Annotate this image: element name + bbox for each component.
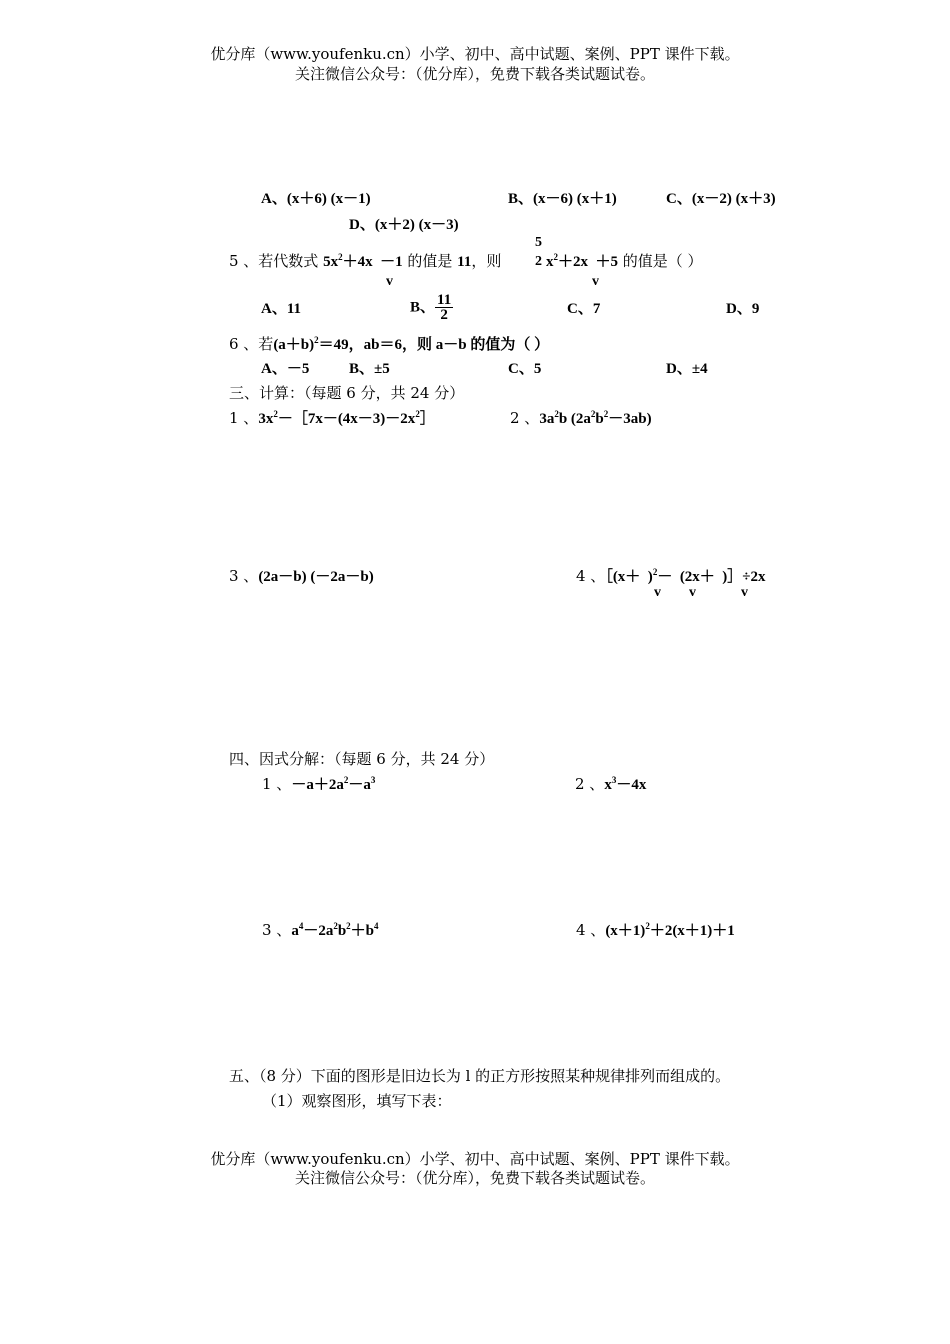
q5-mid: 的值是 — [402, 252, 458, 270]
q5-expr2-exponent: 2 — [553, 252, 558, 262]
s3-p2-exp1: 2 — [554, 409, 559, 419]
s4-p2-label: 2 、 — [575, 775, 605, 793]
s4-p3-exp4: 4 — [374, 921, 379, 931]
footer-line-2: 关注微信公众号：（优分库），免费下载各类试题试卷。 — [294, 1169, 655, 1187]
s4-p3-exp2: 2 — [333, 921, 338, 931]
s4-p1-b: －a — [348, 777, 371, 793]
s3-p2-exp2: 2 — [590, 409, 596, 419]
q6-stem — [229, 335, 549, 354]
s4-problem-2 — [575, 775, 646, 794]
s3-p1-exp1: 2 — [273, 409, 278, 419]
q5-option-b-fraction — [435, 293, 453, 322]
q5-tail: 的值是（ ） — [618, 252, 703, 270]
q4-option-d: D、(x＋2) (x－3) — [349, 217, 459, 233]
s4-p3-exp3: 2 — [346, 921, 351, 931]
s4-p1-label: 1 、 — [262, 775, 292, 793]
q5-marker-2: v — [592, 274, 599, 289]
s4-p1-exp2: 3 — [370, 775, 376, 785]
s4-problem-3 — [262, 921, 379, 940]
s3-p1-b: －［7x－(4x－3)－2x — [277, 411, 416, 427]
q5-option-b — [410, 293, 453, 322]
q5-marker-1: v — [386, 274, 393, 289]
q5-option-d: D、9 — [726, 301, 760, 317]
s4-p3-c: b — [337, 923, 347, 939]
s3-problem-4 — [576, 567, 766, 586]
section5-line-1: 五、（8 分）下面的图形是旧边长为 l 的正方形按照某种规律排列而组成的。 — [229, 1067, 731, 1085]
s3-p4-label: 4 、 — [576, 567, 606, 585]
s3-p3-expr: (2a－b) (－2a－b) — [258, 569, 374, 585]
s4-p3-d: ＋b — [350, 923, 375, 939]
s4-p4-exp: 2 — [645, 921, 650, 931]
q6-expr-b: ＝49，ab＝6，则 a－b 的值为（ ） — [318, 337, 550, 353]
q5-option-a: A、11 — [261, 301, 302, 317]
q5-option-b-den: 2 — [440, 307, 448, 323]
q5-option-b-label: B、 — [410, 299, 436, 316]
s4-p1-exp1: 2 — [343, 775, 349, 785]
s3-p2-a: 3a — [539, 411, 555, 427]
s3-p2-b: b (2a — [558, 411, 591, 427]
s3-p4-b: － (2x＋ )］÷2x — [657, 569, 766, 585]
q5-expr2-b: ＋2x ＋5 — [558, 254, 619, 270]
q5-option-b-num: 11 — [437, 292, 452, 308]
q5-expr2-a: x — [546, 254, 554, 270]
s4-p3-a: a — [291, 923, 299, 939]
q4-option-b: B、(x－6) (x＋1) — [508, 191, 617, 207]
s3-p2-d: －3ab) — [608, 411, 652, 427]
q5-frac-den: 2 — [535, 254, 542, 269]
q6-option-c: C、5 — [508, 361, 542, 377]
s4-p2-b: －4x — [616, 777, 647, 793]
q5-then: ，则 — [471, 252, 502, 270]
s4-p4-b: ＋2(x＋1)＋1 — [649, 923, 735, 939]
s3-p1-a: 3x — [258, 411, 274, 427]
q6-option-b: B、±5 — [349, 361, 390, 377]
s4-p2-exp: 3 — [611, 775, 617, 785]
q5-exponent: 2 — [338, 252, 343, 262]
s3-p4-a: ［(x＋ ) — [605, 569, 653, 585]
q5-expr1-a: 5x — [323, 254, 339, 270]
q5-value: 11 — [457, 254, 472, 270]
s3-problem-2 — [510, 409, 652, 428]
q5-expr2 — [546, 252, 703, 271]
q5-expr1-b: ＋4x －1 — [342, 254, 403, 270]
s3-p4-exp: 2 — [652, 567, 658, 577]
q6-option-a: A、－5 — [261, 361, 310, 377]
s3-p4-marker-2: v — [689, 585, 696, 600]
s3-p2-label: 2 、 — [510, 409, 540, 427]
q4-option-a: A、(x＋6) (x－1) — [261, 191, 371, 207]
q6-prefix: 6 、若 — [229, 335, 274, 353]
s4-p2-a: x — [604, 777, 612, 793]
s4-p4-a: (x＋1) — [605, 923, 646, 939]
section3-title: 三、计算：（每题 6 分，共 24 分） — [229, 384, 465, 402]
s3-p1-label: 1 、 — [229, 409, 259, 427]
q4-option-c: C、(x－2) (x＋3) — [666, 191, 776, 207]
q5-frac-num: 5 — [535, 235, 542, 250]
s3-problem-3 — [229, 567, 374, 586]
s3-p2-c: b — [595, 411, 604, 427]
s4-problem-1 — [262, 775, 375, 794]
s4-p3-exp1: 4 — [298, 921, 304, 931]
section4-title: 四、因式分解：（每题 6 分，共 24 分） — [229, 750, 495, 768]
s4-p3-label: 3 、 — [262, 921, 292, 939]
s4-p3-b: －2a — [303, 923, 334, 939]
header-line-2: 关注微信公众号：（优分库），免费下载各类试题试卷。 — [294, 65, 655, 83]
s4-p1-a: －a＋2a — [291, 777, 344, 793]
q5-option-c: C、7 — [567, 301, 601, 317]
s3-p1-exp2: 2 — [415, 409, 420, 419]
header-line-1: 优分库（www.youfenku.cn）小学、初中、高中试题、案例、PPT 课件下载。 — [210, 45, 740, 63]
q6-expr-a: (a＋b) — [273, 337, 315, 353]
s3-p4-marker-1: v — [654, 585, 661, 600]
q6-exponent: 2 — [314, 335, 319, 345]
q5-prefix: 5 、若代数式 — [229, 252, 324, 270]
section5-line-2: （1）观察图形，填写下表： — [262, 1092, 452, 1110]
s4-p4-label: 4 、 — [576, 921, 606, 939]
s3-p1-c: ］ — [419, 411, 435, 427]
s3-p2-exp3: 2 — [603, 409, 609, 419]
s3-problem-1 — [229, 409, 435, 428]
s4-problem-4 — [576, 921, 735, 940]
q5-stem — [229, 252, 501, 271]
s3-p3-label: 3 、 — [229, 567, 259, 585]
footer-line-1: 优分库（www.youfenku.cn）小学、初中、高中试题、案例、PPT 课件下载。 — [210, 1150, 740, 1168]
s3-p4-marker-3: v — [741, 585, 748, 600]
q6-option-d: D、±4 — [666, 361, 708, 377]
